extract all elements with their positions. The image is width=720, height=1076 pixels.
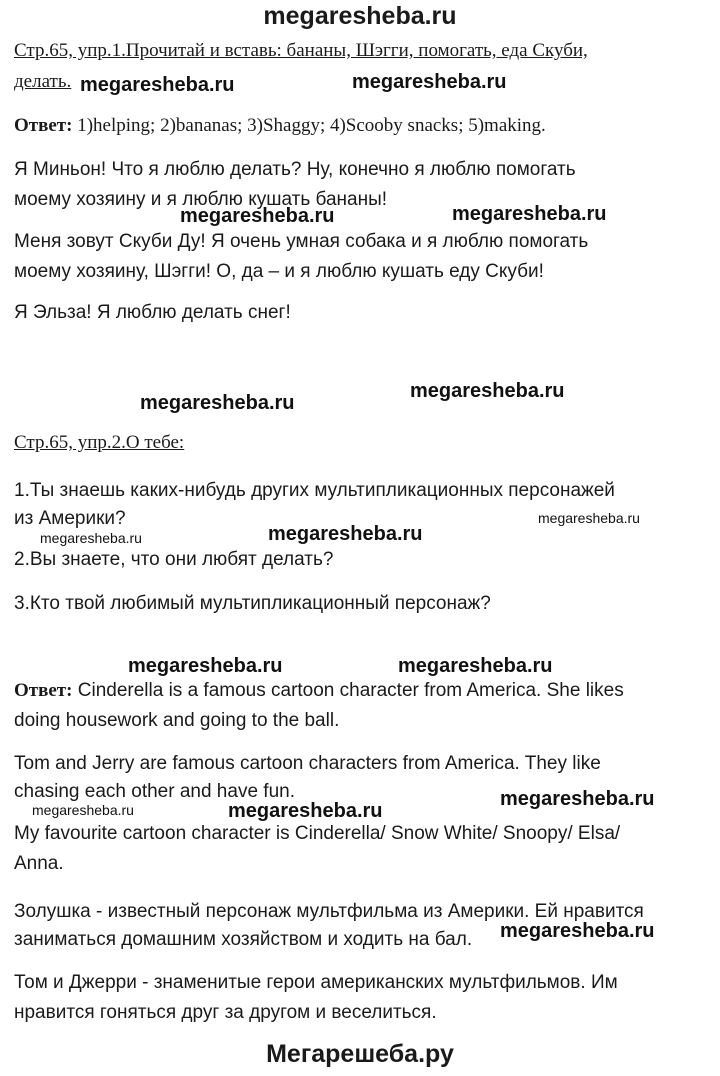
answer-2-line-2: chasing each other and have fun.	[14, 781, 295, 802]
exercise-2-heading: Стр.65, упр.2.О тебе:	[14, 432, 185, 453]
answer-label: Ответ:	[14, 680, 73, 701]
scooby-line-2: моему хозяину, Шэгги! О, да – и я люблю кушать еду Скуби!	[14, 261, 544, 282]
scooby-line-1: Меня зовут Скуби Ду! Я очень умная собака и я люблю помогать	[14, 231, 589, 252]
elsa-line: Я Эльза! Я люблю делать снег!	[14, 302, 291, 323]
watermark: megaresheba.ru	[228, 800, 383, 822]
answer-2-line-1: Tom and Jerry are famous cartoon characters from America. They like	[14, 753, 601, 774]
watermark: megaresheba.ru	[32, 802, 134, 818]
minion-line-1: Я Миньон! Что я люблю делать? Ну, конечно я люблю помогать	[14, 159, 576, 180]
watermark: megaresheba.ru	[500, 920, 655, 942]
exercise-2-answer-line-2: doing housework and going to the ball.	[14, 710, 340, 731]
answer-1-text: Cinderella is a famous cartoon character from America. She likes	[72, 680, 624, 701]
question-1-line-1: 1.Ты знаешь каких-нибудь других мультипликационных персонажей	[14, 480, 615, 501]
watermark: megaresheba.ru	[268, 523, 423, 545]
russian-answer-2-line-1: Том и Джерри - знаменитые герои американских мультфильмов. Им	[14, 972, 618, 993]
russian-answer-1-line-1: Золушка - известный персонаж мультфильма из Америки. Ей нравится	[14, 901, 644, 922]
answer-3-line-1: My favourite cartoon character is Cinderella/ Snow White/ Snoopy/ Elsa/	[14, 823, 621, 844]
question-1-line-2: из Америки?	[14, 508, 126, 529]
exercise-2-answer-line-1	[14, 675, 624, 707]
watermark: megaresheba.ru	[538, 510, 640, 526]
answer-3-line-2: Anna.	[14, 853, 64, 874]
exercise-1-heading-line1: Стр.65, упр.1.Прочитай и вставь: бананы, Шэгги, помогать, еда Скуби,	[14, 40, 588, 61]
exercise-1-heading-line2: делать.	[14, 71, 72, 92]
question-3: 3.Кто твой любимый мультипликационный персонаж?	[14, 593, 491, 614]
question-2: 2.Вы знаете, что они любят делать?	[14, 549, 334, 570]
watermark: megaresheba.ru	[140, 392, 295, 414]
watermark: megaresheba.ru	[452, 203, 607, 225]
watermark: megaresheba.ru	[80, 74, 235, 96]
exercise-1-answer	[14, 110, 546, 142]
russian-answer-2-line-2: нравится гоняться друг за другом и веселиться.	[14, 1002, 437, 1023]
watermark: megaresheba.ru	[128, 655, 283, 677]
minion-line-2: моему хозяину и я люблю кушать бананы!	[14, 189, 388, 210]
watermark: megaresheba.ru	[398, 655, 553, 677]
site-header-title: megaresheba.ru	[263, 2, 457, 30]
watermark: megaresheba.ru	[180, 205, 335, 227]
site-footer-title: Мегарешеба.ру	[266, 1040, 454, 1068]
watermark: megaresheba.ru	[352, 71, 507, 93]
answer-text: 1)helping; 2)bananas; 3)Shaggy; 4)Scooby snacks; 5)making.	[72, 115, 546, 136]
russian-answer-1-line-2: заниматься домашним хозяйством и ходить на бал.	[14, 929, 473, 950]
watermark: megaresheba.ru	[40, 530, 142, 546]
answer-label: Ответ:	[14, 115, 73, 136]
watermark: megaresheba.ru	[410, 380, 565, 402]
watermark: megaresheba.ru	[500, 788, 655, 810]
